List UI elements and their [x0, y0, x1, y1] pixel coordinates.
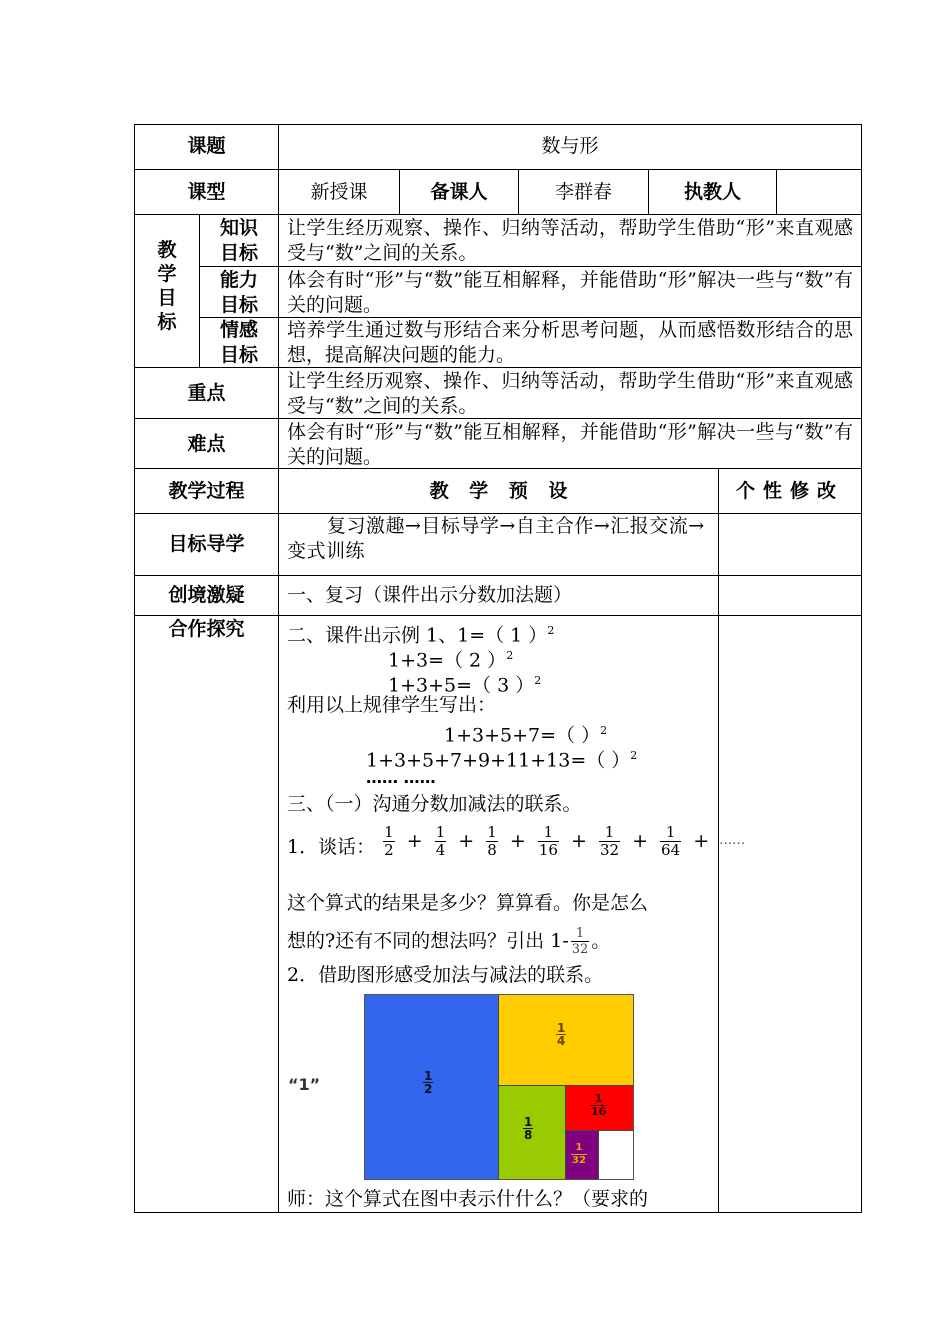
fraction-area-figure [364, 994, 634, 1180]
guide-text: 复习激趣→目标导学→自主合作→汇报交流→变式训练 [287, 515, 705, 562]
block-remaining [599, 1131, 633, 1179]
exponent: 2 [534, 674, 542, 687]
modify-label: 个性修改 [735, 480, 844, 502]
question-line-1: 这个算式的结果是多少？算算看。你是怎么 [287, 892, 649, 914]
exponent: 2 [630, 749, 638, 762]
exponent: 2 [506, 649, 514, 662]
fraction-1-32-inline: $\frac{1}{32}$ [571, 925, 589, 957]
fraction-1-32: $\frac{1}{32}$ [599, 822, 620, 859]
ability-goal-label-1: 能力 [219, 269, 258, 291]
emotion-goal-label-2: 目标 [219, 344, 258, 366]
fraction-1-64: $\frac{1}{64}$ [661, 822, 681, 859]
fraction-1-4: $\frac{1}{4}$ [435, 822, 446, 859]
type-value: 新授课 [310, 181, 368, 203]
block-sixteenth-label: 1 16 [591, 1092, 607, 1118]
plus-sign: + [458, 830, 475, 852]
section-three-heading: 三、（一）沟通分数加减法的联系。 [287, 793, 582, 815]
preparer-value: 李群春 [554, 181, 612, 203]
type-label: 课型 [187, 181, 226, 203]
block-thirty-second [566, 1131, 599, 1179]
guide-label: 目标导学 [168, 533, 245, 555]
figure-one-label: “1” [288, 1075, 321, 1094]
preparer-label: 备课人 [430, 181, 488, 203]
block-thirty-second-label: 1 32 [572, 1142, 586, 1166]
example-line-1-text: 二、课件出示例 1、1=（ 1 ） [287, 624, 548, 647]
teacher-label: 执教人 [683, 181, 741, 203]
emotion-goal-label-1: 情感 [219, 319, 258, 341]
goals-label-char: 学 [157, 263, 177, 285]
design-label: 教 学 预 设 [429, 480, 568, 502]
goals-label [135, 238, 199, 334]
goals-label-char: 标 [157, 311, 177, 333]
plus-sign: + [693, 830, 710, 852]
block-half [365, 995, 499, 1179]
question-line-2-end: 。 [591, 930, 611, 952]
knowledge-goal-label-1: 知识 [219, 217, 258, 239]
question-line-2 [287, 918, 610, 962]
knowledge-goal-text: 让学生经历观察、操作、归纳等活动，帮助学生借助“形”来直观感受与“数”之间的关系。 [287, 217, 853, 264]
talk-label: 1．谈话： [287, 836, 376, 858]
goals-label-char: 目 [157, 287, 177, 309]
exponent: 2 [547, 624, 555, 637]
plus-sign: + [406, 830, 423, 852]
step-two-text: 2．借助图形感受加法与减法的联系。 [287, 964, 604, 986]
fraction-1-16: $\frac{1}{16}$ [538, 822, 558, 859]
question-line-2-text: 想的?还有不同的想法吗？引出 1- [287, 930, 569, 952]
key-point-text: 让学生经历观察、操作、归纳等活动，帮助学生借助“形”来直观感受与“数”之间的关系。 [287, 370, 853, 417]
rule-intro: 利用以上规律学生写出： [287, 694, 497, 716]
topic-value: 数与形 [541, 135, 599, 157]
example-line-6-text: 1+3+5+7+9+11+13=（ ） [366, 749, 631, 772]
series-ellipsis: …… [719, 833, 746, 848]
key-point-label: 重点 [187, 382, 226, 404]
topic-label: 课题 [187, 135, 226, 157]
goals-label-char: 教 [157, 239, 177, 261]
plus-sign: + [632, 830, 648, 852]
emotion-goal-text: 培养学生通过数与形结合来分析思考问题，从而感悟数形结合的思想，提高解决问题的能力。 [287, 319, 853, 366]
ability-goal-label-2: 目标 [219, 294, 258, 316]
ability-goal-text: 体会有时“形”与“数”能互相解释，并能借助“形”解决一些与“数”有关的问题。 [287, 269, 853, 316]
block-quarter-label: 1 4 [557, 1021, 566, 1048]
scenario-text: 一、复习（课件出示分数加法题） [287, 584, 573, 606]
process-label: 教学过程 [168, 480, 245, 502]
example-line-2-text: 1+3=（ 2 ） [388, 649, 507, 672]
block-quarter [499, 995, 633, 1086]
fraction-1-8: $\frac{1}{8}$ [487, 822, 497, 859]
difficulty-label: 难点 [187, 433, 226, 455]
plus-sign: + [509, 830, 526, 852]
scenario-label: 创境激疑 [168, 584, 245, 606]
teacher-question: 师：这个算式在图中表示什什么？（要求的 [287, 1188, 649, 1210]
difficulty-text: 体会有时“形”与“数”能互相解释，并能借助“形”解决一些与“数”有关的问题。 [287, 421, 853, 468]
knowledge-goal-label-2: 目标 [219, 242, 258, 264]
exponent: 2 [600, 724, 608, 737]
explore-label: 合作探究 [168, 618, 245, 640]
plus-sign: + [570, 830, 587, 852]
block-eighth-label: 1 8 [524, 1115, 533, 1142]
block-half-label: 1 2 [424, 1069, 433, 1096]
fraction-1-2: $\frac{1}{2}$ [384, 822, 394, 859]
ellipsis-line: …… …… [366, 768, 436, 787]
example-line-5-text: 1+3+5+7=（ ） [444, 724, 601, 747]
example-line-3-text: 1+3+5=（ 3 ） [388, 674, 535, 697]
talk-line [287, 818, 745, 862]
block-sixteenth [566, 1086, 633, 1131]
block-eighth [499, 1086, 566, 1179]
